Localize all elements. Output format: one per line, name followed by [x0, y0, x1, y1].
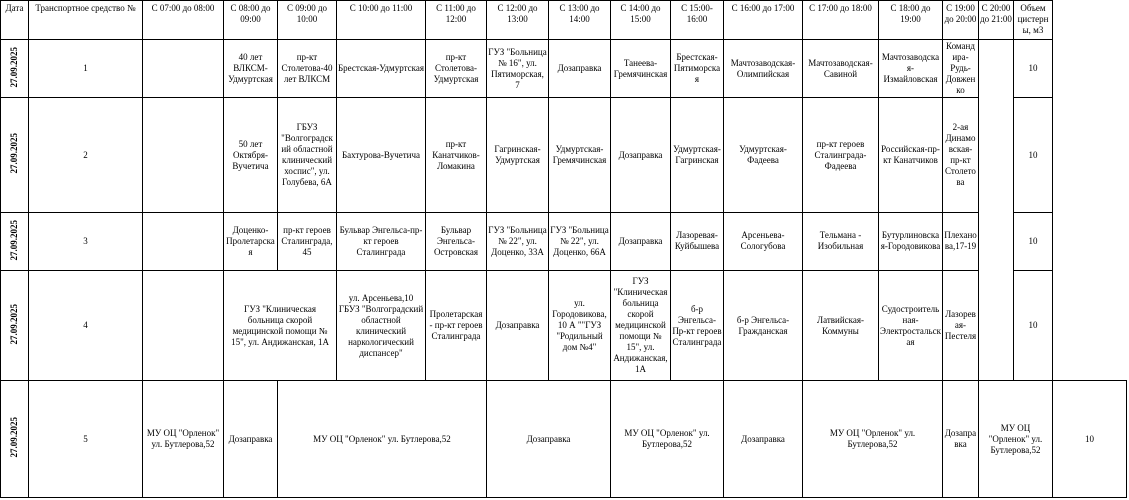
- schedule-cell: [143, 271, 224, 381]
- schedule-cell: Брестская-Пятиморская: [671, 40, 724, 98]
- date-cell: [1, 212, 29, 270]
- schedule-cell: 40 лет ВЛКСМ-Удмуртская: [224, 40, 278, 98]
- schedule-cell: Бутурлиновская-Городовикова: [879, 212, 943, 270]
- schedule-cell: МУ ОЦ "Орленок" ул. Бутлерова,52: [278, 381, 487, 498]
- header-slot: С 11:00 до 12:00: [426, 1, 487, 40]
- schedule-cell: ГУЗ "Больница № 22", ул. Доценко, 33А: [487, 212, 549, 270]
- schedule-cell: Плеханова,17-19: [943, 212, 979, 270]
- schedule-cell: Удмуртская-Фадеева: [724, 98, 803, 213]
- date-cell: [1, 98, 29, 213]
- schedule-cell: Бульвар Энгельса-пр-кт героев Сталинграда: [337, 212, 426, 270]
- schedule-cell: пр-кт Канатчиков-Ломакина: [426, 98, 487, 213]
- schedule-cell: Дозаправка: [549, 40, 611, 98]
- header-slot: С 15:00-16:00: [671, 1, 724, 40]
- header-slot: С 20:00 до 21:00: [979, 1, 1014, 40]
- schedule-cell: ГУЗ "Больница № 16", ул. Пятиморская, 7: [487, 40, 549, 98]
- date-cell: [1, 40, 29, 98]
- schedule-cell: ГУЗ "Клиническая больница скорой медицинской помощи № 15", ул. Андижанская, 1А: [224, 271, 337, 381]
- date-cell: [1, 271, 29, 381]
- schedule-cell: Дозаправка: [943, 381, 979, 498]
- header-slot: С 16:00 до 17:00: [724, 1, 803, 40]
- vehicle-number: 4: [29, 271, 143, 381]
- schedule-cell: пр-кт героев Сталинграда, 45: [278, 212, 337, 270]
- schedule-cell: Латвийская-Коммуны: [803, 271, 879, 381]
- schedule-cell: Мачтозаводская-Олимпийская: [724, 40, 803, 98]
- header-slot: С 10:00 до 11:00: [337, 1, 426, 40]
- header-slot: С 07:00 до 08:00: [143, 1, 224, 40]
- header-slot: С 12:00 до 13:00: [487, 1, 549, 40]
- schedule-cell: Арсеньева-Сологубова: [724, 212, 803, 270]
- schedule-cell: МУ ОЦ "Орленок" ул. Бутлерова,52: [803, 381, 943, 498]
- table-row: [1, 381, 1127, 498]
- schedule-cell: Удмуртская-Гремячинская: [549, 98, 611, 213]
- schedule-cell: Дозаправка: [724, 381, 803, 498]
- header-slot: С 09:00 до 10:00: [278, 1, 337, 40]
- schedule-cell: Мачтозаводская-Савиной: [803, 40, 879, 98]
- schedule-cell: МУ ОЦ "Орленок" ул. Бутлерова,52: [611, 381, 724, 498]
- vehicle-number: 2: [29, 98, 143, 213]
- schedule-cell: пр-кт Столетова-40 лет ВЛКСМ: [278, 40, 337, 98]
- schedule-cell: Дозаправка: [611, 98, 671, 213]
- schedule-cell: Брестская-Удмуртская: [337, 40, 426, 98]
- schedule-cell: [143, 212, 224, 270]
- date-text: 27.09.2025: [9, 133, 19, 174]
- schedule-cell: Дозаправка: [487, 381, 611, 498]
- schedule-cell: ГУЗ "Клиническая больница скорой медицинской помощи № 15", ул. Андижанская, 1А: [611, 271, 671, 381]
- schedule-cell: Мачтозаводская-Измайловская: [879, 40, 943, 98]
- header-slot: С 18:00 до 19:00: [879, 1, 943, 40]
- schedule-cell: [143, 98, 224, 213]
- vehicle-number: 5: [29, 381, 143, 498]
- header-slot: С 17:00 до 18:00: [803, 1, 879, 40]
- schedule-cell: ул. Арсеньева,10 ГБУЗ "Волгоградский областной клинический наркологический диспансер": [337, 271, 426, 381]
- header-date: Дата: [1, 1, 29, 40]
- schedule-cell: Судостроительная-Электростальская: [879, 271, 943, 381]
- schedule-cell: ГУЗ "Больница № 22", ул. Доценко, 66А: [549, 212, 611, 270]
- date-text: 27.09.2025: [9, 46, 19, 88]
- table-row: [1, 40, 1127, 98]
- schedule-cell: Бульвар Энгельса-Островская: [426, 212, 487, 270]
- table-row: [1, 212, 1127, 270]
- schedule-cell: Пролетарская - пр-кт героев Сталинграда: [426, 271, 487, 381]
- volume-cell: 10: [1014, 271, 1053, 381]
- schedule-cell: Танеева-Гремячинская: [611, 40, 671, 98]
- schedule-cell: пр-кт героев Сталинграда-Фадеева: [803, 98, 879, 213]
- header-slot: С 14:00 до 15:00: [611, 1, 671, 40]
- schedule-cell: Бахтурова-Вучетича: [337, 98, 426, 213]
- volume-cell: 10: [1053, 381, 1127, 498]
- schedule-cell: Доценко-Пролетарская: [224, 212, 278, 270]
- volume-cell: 10: [1014, 98, 1053, 213]
- schedule-cell: 50 лет Октября-Вучетича: [224, 98, 278, 213]
- schedule-cell: б-р Энгельса-Гражданская: [724, 271, 803, 381]
- vehicle-number: 3: [29, 212, 143, 270]
- schedule-cell: пр-кт Столетова-Удмуртская: [426, 40, 487, 98]
- schedule-cell: Лазоревая-Куйбышева: [671, 212, 724, 270]
- schedule-cell: Российская-пр-кт Канатчиков: [879, 98, 943, 213]
- date-text: 27.09.2025: [9, 417, 19, 458]
- schedule-cell: 2-ая Динамовская-пр-кт Столетова: [943, 98, 979, 213]
- date-cell: [1, 381, 29, 498]
- schedule-cell: Гагринская-Удмуртская: [487, 98, 549, 213]
- schedule-cell: Дозаправка: [611, 212, 671, 270]
- header-volume: Объем цистерны, м3: [1014, 1, 1053, 40]
- table-row: [1, 98, 1127, 213]
- schedule-cell: ул. Городовикова, 10 А ""ГУЗ "Родильный дом №4": [549, 271, 611, 381]
- schedule-cell: Дозаправка: [224, 381, 278, 498]
- schedule-cell: [143, 40, 224, 98]
- schedule-cell: Удмуртская-Гагринская: [671, 98, 724, 213]
- schedule-cell: б-р Энгельса-Пр-кт героев Сталинграда: [671, 271, 724, 381]
- schedule-cell: Лазоревая-Пестеля: [943, 271, 979, 381]
- header-slot: С 13:00 до 14:00: [549, 1, 611, 40]
- header-slot: С 08:00 до 09:00: [224, 1, 278, 40]
- header-vehicle: Транспортное средство №: [29, 1, 143, 40]
- volume-cell: 10: [1014, 212, 1053, 270]
- header-slot: С 19:00 до 20:00: [943, 1, 979, 40]
- vehicle-number: 1: [29, 40, 143, 98]
- schedule-cell: МУ ОЦ "Орленок" ул. Бутлерова,52: [979, 381, 1053, 498]
- schedule-cell: Командира-Рудь-Довженко: [943, 40, 979, 98]
- table-row: [1, 271, 1127, 381]
- date-text: 27.09.2025: [9, 303, 19, 345]
- schedule-cell: МУ ОЦ "Орленок" ул. Бутлерова,52: [143, 381, 224, 498]
- volume-cell: 10: [1014, 40, 1053, 98]
- header-row: [1, 1, 1127, 40]
- schedule-cell: Тельмана - Изобильная: [803, 212, 879, 270]
- schedule-cell: ГБУЗ "Волгоградский областной клинический хоспис", ул. Голубева, 6А: [278, 98, 337, 213]
- date-text: 27.09.2025: [9, 219, 19, 261]
- schedule-cell: Дозаправка: [487, 271, 549, 381]
- schedule-cell-empty: [979, 40, 1014, 381]
